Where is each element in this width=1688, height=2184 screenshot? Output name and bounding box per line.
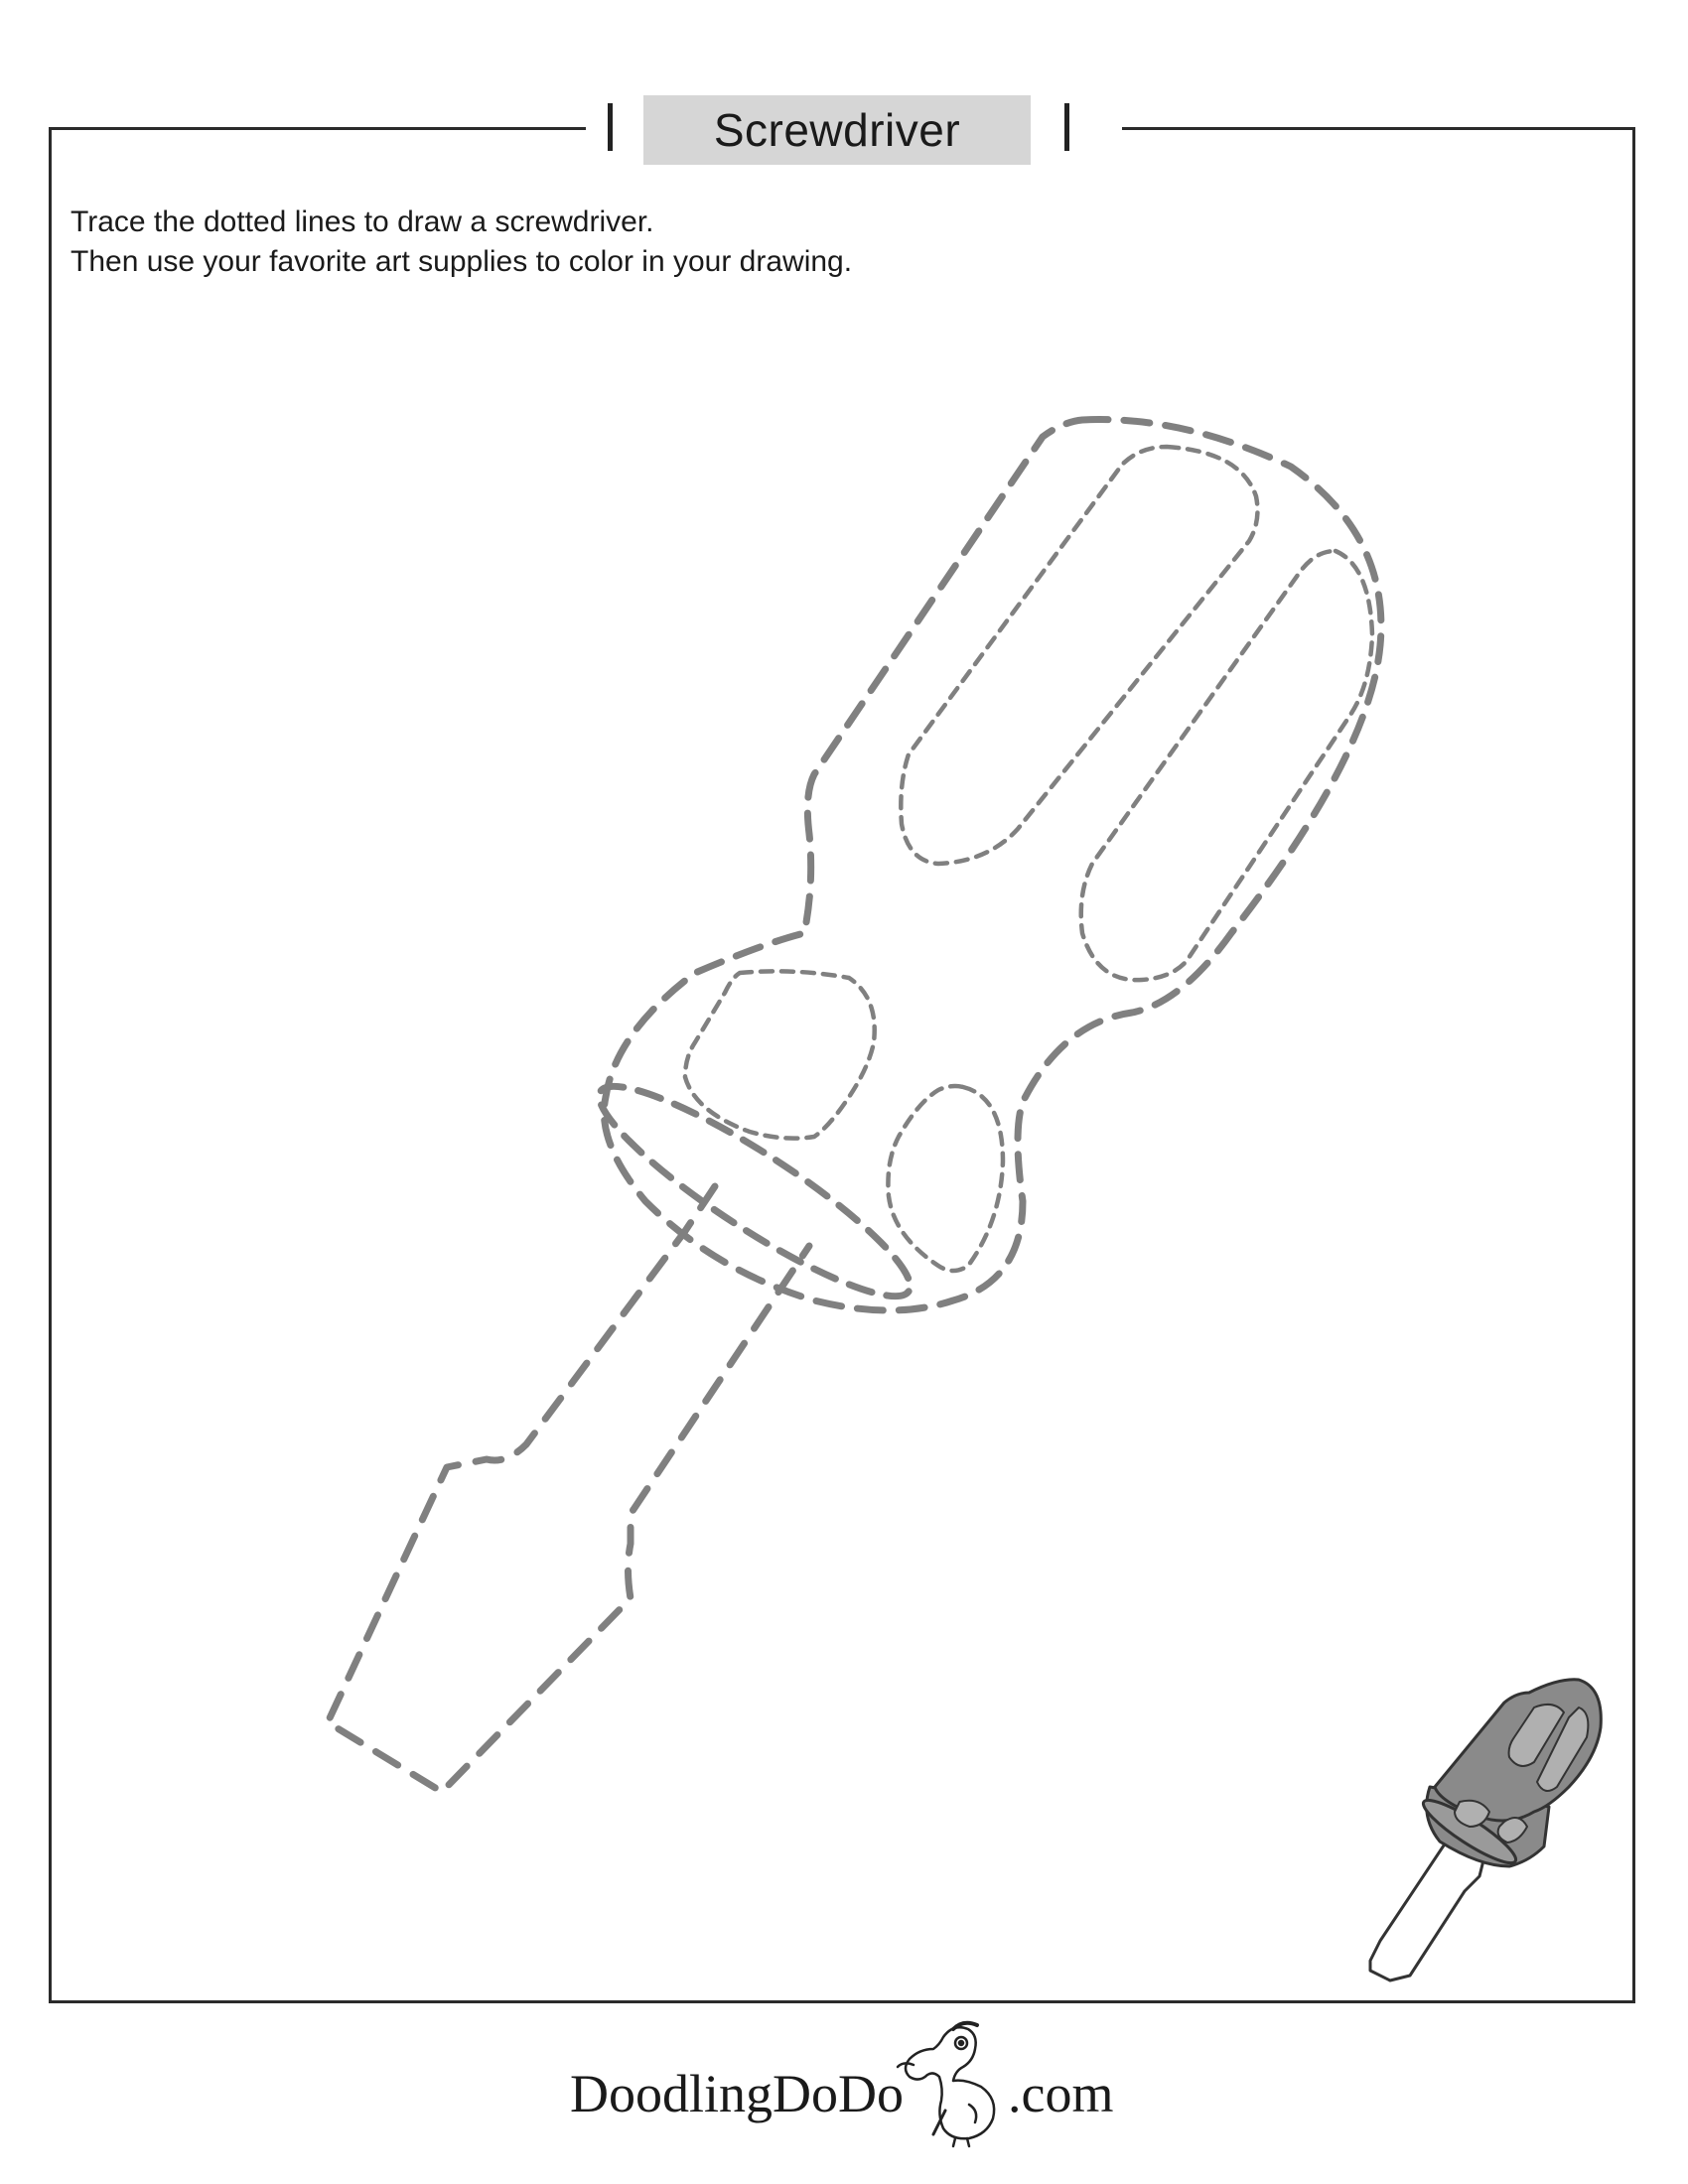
instruction-line-2: Then use your favorite art supplies to color in your drawing.	[70, 245, 853, 278]
dodo-bird-icon	[884, 2015, 1013, 2149]
instruction-line-1: Trace the dotted lines to draw a screwdriver.	[70, 205, 654, 238]
shaft-blade-outline	[328, 1186, 809, 1792]
screwdriver-icon	[1370, 1680, 1601, 1980]
page-title: Screwdriver	[713, 104, 961, 156]
logo-text-left: DoodlingDoDo	[570, 2064, 904, 2123]
grip-upper	[901, 447, 1257, 864]
collar-grip-left	[685, 971, 875, 1138]
handle-outline	[604, 420, 1381, 1310]
collar-grip-right	[888, 1086, 1003, 1271]
grip-lower	[1081, 551, 1372, 980]
flange-outline	[580, 1059, 929, 1322]
dotted-screwdriver-outline	[328, 420, 1381, 1792]
logo-text-right: .com	[1008, 2064, 1114, 2123]
sample-blade	[1370, 1837, 1484, 1980]
